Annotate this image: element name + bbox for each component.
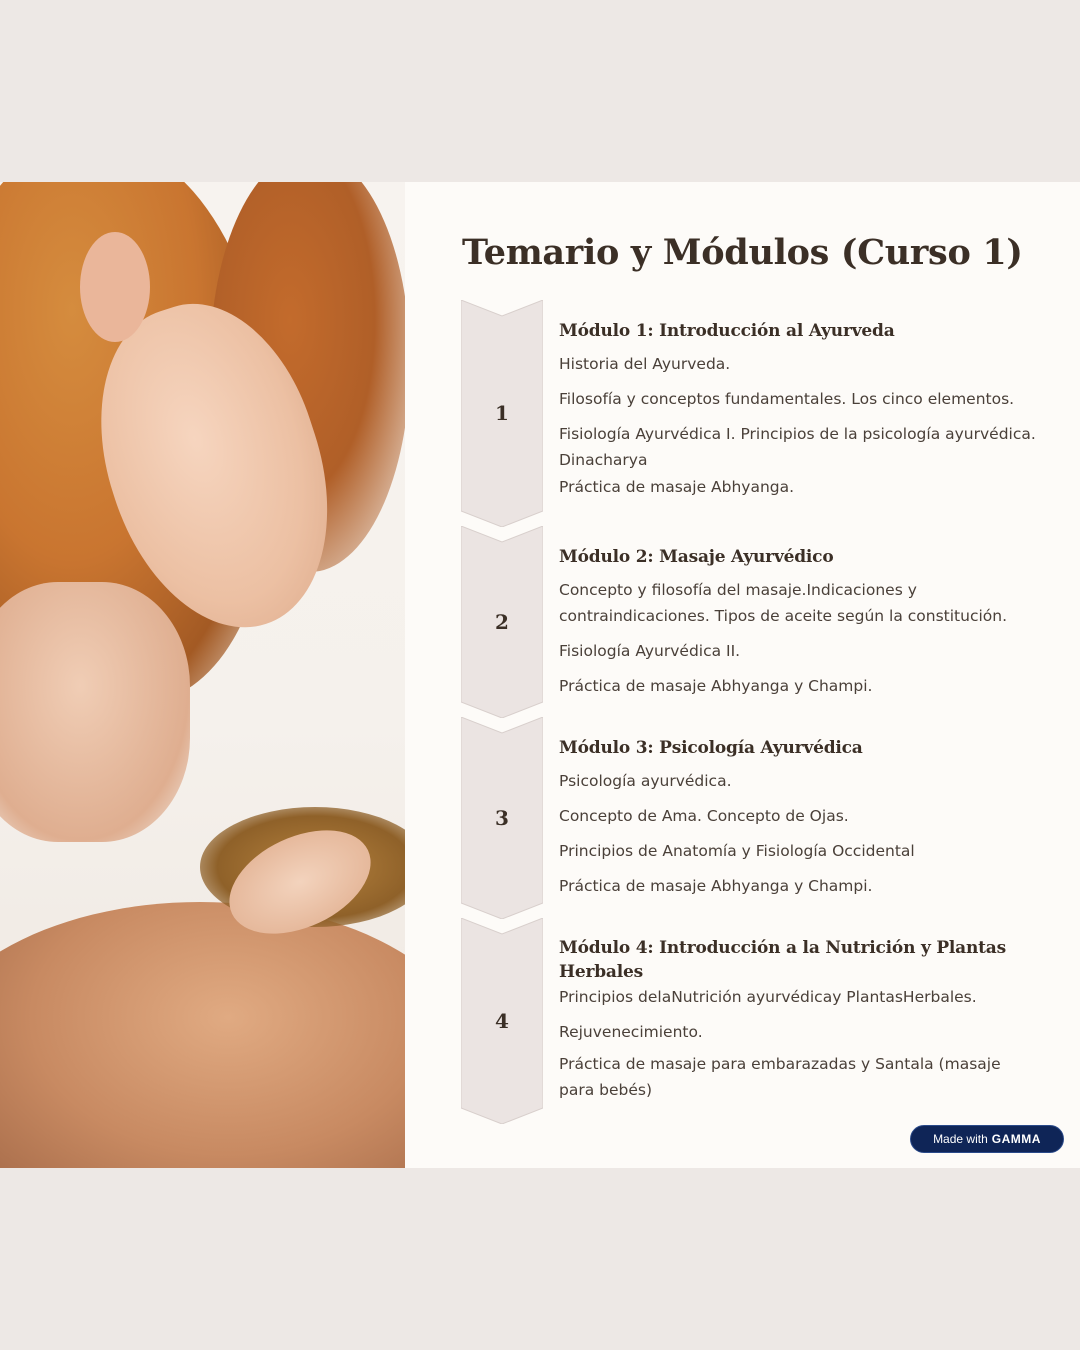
module-item: Práctica de masaje Abhyanga. <box>559 478 795 496</box>
module-item: Psicología ayurvédica. <box>559 772 732 790</box>
step-number: 4 <box>495 1009 509 1033</box>
module-heading: Módulo 3: Psicología Ayurvédica <box>559 738 863 758</box>
gamma-logo: GAMMA <box>991 1132 1041 1146</box>
step-chevron-4 <box>461 918 543 1124</box>
step-chevron-2 <box>461 526 543 718</box>
content-panel <box>405 182 1080 1168</box>
module-item: Principios delaNutrición ayurvédicay PlantasHerbales. <box>559 988 977 1006</box>
module-3 <box>559 736 1039 908</box>
made-with-gamma-badge[interactable] <box>910 1125 1064 1153</box>
module-item: Fisiología Ayurvédica II. <box>559 642 741 660</box>
step-chevron-3 <box>461 717 543 919</box>
step-number: 2 <box>495 610 509 634</box>
module-item: Práctica de masaje para embarazadas y Santala (masaje para bebés) <box>559 1055 1001 1099</box>
photo-neck <box>0 582 190 842</box>
badge-prefix: Made with <box>933 1132 988 1146</box>
module-heading: Módulo 4: Introducción a la Nutrición y Plantas Herbales <box>559 938 1006 982</box>
module-item: Concepto y filosofía del masaje.Indicaciones y contraindicaciones. Tipos de aceite según la constitución. <box>559 581 1008 625</box>
module-item: Filosofía y conceptos fundamentales. Los cinco elementos. <box>559 390 1015 408</box>
module-4 <box>559 936 1039 1112</box>
module-item: Principios de Anatomía y Fisiología Occidental <box>559 842 915 860</box>
photo-ear <box>80 232 150 342</box>
module-item: Práctica de masaje Abhyanga y Champi. <box>559 677 873 695</box>
module-1 <box>559 319 1039 509</box>
module-heading: Módulo 1: Introducción al Ayurveda <box>559 321 895 341</box>
photo-client-back <box>0 902 405 1168</box>
module-item: Fisiología Ayurvédica I. Principios de la psicología ayurvédica. Dinacharya <box>559 425 1036 469</box>
module-heading: Módulo 2: Masaje Ayurvédico <box>559 547 834 567</box>
massage-photo <box>0 182 405 1168</box>
module-2 <box>559 545 1039 708</box>
step-number: 1 <box>495 401 509 425</box>
step-number: 3 <box>495 806 509 830</box>
module-item: Concepto de Ama. Concepto de Ojas. <box>559 807 849 825</box>
slide-card <box>0 182 1080 1168</box>
module-item: Práctica de masaje Abhyanga y Champi. <box>559 877 873 895</box>
step-chevron-1 <box>461 300 543 527</box>
module-item: Rejuvenecimiento. <box>559 1023 703 1041</box>
page-title: Temario y Módulos (Curso 1) <box>462 232 1023 273</box>
module-item: Historia del Ayurveda. <box>559 355 731 373</box>
